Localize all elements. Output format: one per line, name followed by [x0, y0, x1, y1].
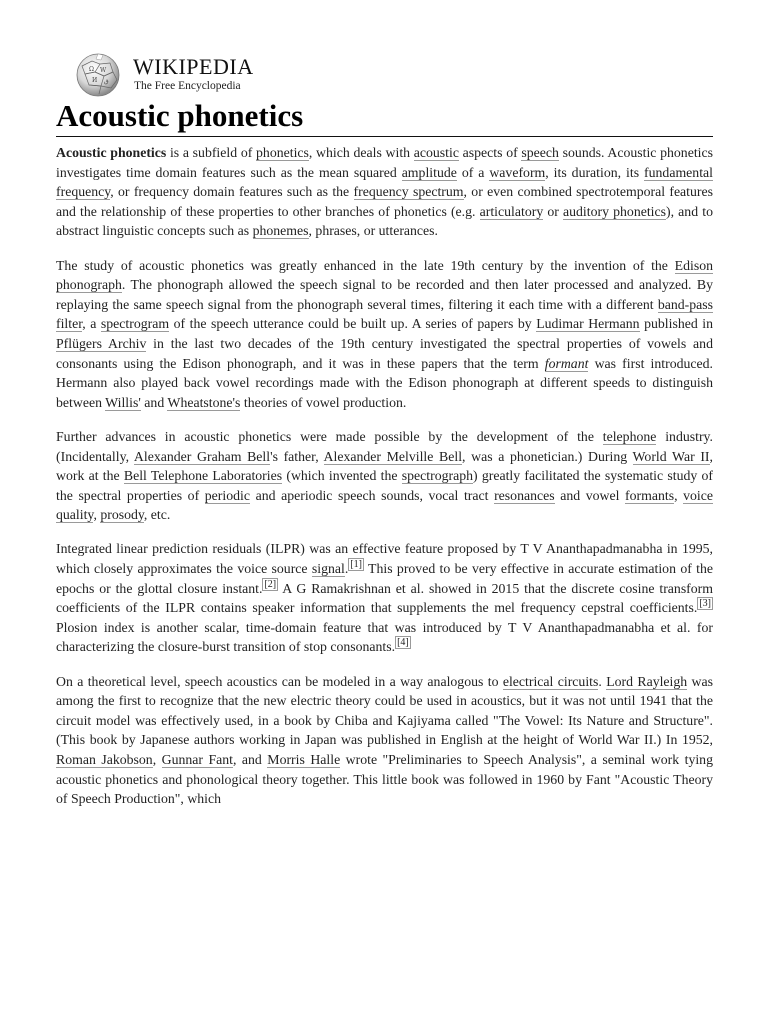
text-run: . [344, 561, 349, 577]
text-run: , or frequency domain features such as the [110, 184, 354, 200]
page-title: Acoustic phonetics [56, 98, 304, 133]
text-run: 's father, [270, 448, 324, 464]
text-run: , work at the [56, 448, 713, 484]
text-run: (which invented the [282, 468, 402, 484]
puzzle-globe-icon[interactable] [73, 52, 123, 98]
text-run: sounds. Acoustic phonetics investigates time domain features such as the mean squared [56, 145, 713, 180]
text-run: and aperiodic speech sounds, vocal tract [250, 487, 495, 503]
text-run: and vowel [554, 487, 626, 503]
text-run: A G Ramakrishnan et al. showed in 2015 that the discrete cosine transform coefficients of the ILPR contains speaker information that supplements the mel frequency cepstral coefficients. [56, 580, 714, 616]
wiki-link[interactable]: signal [311, 561, 345, 577]
text-run: , [674, 487, 684, 503]
wiki-link[interactable]: Alexander Melville Bell [323, 448, 463, 464]
text-run: was among the first to recognize that the new electric theory could be used in acoustics, but it was not until 1941 that the circuit model was effectively used, in a book by Chiba and Kajiyama called "The Vowel: Its Nature and Structure". (This book by Japanese authors working in Japan was published in English at the height of World War II.) In 1952, [56, 673, 714, 748]
text-run: published in [639, 316, 713, 332]
text-run: , a [82, 316, 101, 332]
text-run: of the speech utterance could be built up. A series of papers by [169, 316, 537, 332]
text-run: aspects of [458, 145, 522, 160]
wiki-link[interactable]: electrical circuits [502, 673, 599, 689]
wiki-link[interactable]: phonetics [256, 145, 309, 160]
wiki-link[interactable]: Morris Halle [267, 752, 341, 767]
wiki-link[interactable]: Roman Jakobson [56, 752, 153, 767]
wiki-link[interactable]: prosody [100, 507, 144, 523]
wiki-link[interactable]: formants [625, 487, 675, 503]
wiki-link[interactable]: waveform [489, 164, 546, 180]
text-run: , was a phonetician.) During [462, 448, 633, 464]
text-run: , [152, 752, 162, 767]
svg-text:ق: ق [104, 78, 109, 85]
text-run: , which deals with [308, 145, 414, 160]
citation-link[interactable]: [3] [699, 598, 711, 610]
text-run: , its duration, its [545, 164, 645, 180]
wiki-link[interactable]: acoustic [413, 145, 459, 160]
wiki-link[interactable]: resonances [494, 487, 555, 503]
text-run: ), and to abstract linguistic concepts such as [56, 203, 713, 239]
text-run: industry. (Incidentally, [56, 428, 713, 464]
wiki-link[interactable]: fundamental frequency [56, 164, 713, 200]
wiki-link[interactable]: Wheatstone's [167, 394, 241, 410]
article-paragraph [56, 427, 713, 525]
text-run: , and [232, 752, 268, 767]
text-run: The study of acoustic phonetics was greatly enhanced in the late 19th century by the invention of the [56, 257, 675, 273]
wiki-link[interactable]: Alexander Graham Bell [133, 448, 271, 464]
text-run: of a [456, 164, 490, 180]
article-paragraph [56, 539, 713, 657]
article-body [56, 143, 713, 823]
article-paragraph [56, 143, 713, 241]
text-run: and [140, 394, 168, 410]
wiki-link[interactable]: Edison phonograph [56, 257, 713, 293]
wiki-link[interactable]: voice quality [56, 487, 713, 523]
citation-link[interactable]: [4] [397, 637, 409, 649]
text-run: is a subfield of [166, 145, 257, 160]
wiki-link[interactable]: World War II [632, 448, 710, 464]
text-run: . [598, 673, 607, 689]
text-run: Further advances in acoustic phonetics were made possible by the development of the [56, 428, 603, 444]
wiki-link[interactable]: frequency spectrum [353, 184, 464, 200]
text-run: Plosion index is another scalar, time-domain feature that was introduced by T V Ananthapadmanabha et al. for characterizing the closure-burst transition of stop consonants. [56, 619, 713, 655]
wiki-link[interactable]: Ludimar Hermann [536, 316, 640, 332]
citation-ref[interactable] [262, 578, 278, 591]
text-run: or [543, 203, 563, 219]
wiki-link[interactable]: phonemes [252, 223, 309, 239]
svg-text:И: И [92, 77, 98, 84]
wiki-link[interactable]: periodic [204, 487, 250, 503]
citation-link[interactable]: [2] [264, 578, 277, 590]
wiki-link[interactable]: amplitude [401, 164, 457, 180]
text-run: On a theoretical level, speech acoustics can be modeled in a way analogous to [56, 673, 503, 689]
wikipedia-header [73, 52, 373, 100]
citation-ref[interactable] [697, 597, 713, 610]
text-run: ) greatly facilitated the systematic study of the spectral properties of [56, 468, 713, 503]
text-run: theories of vowel production. [240, 394, 407, 410]
wikipedia-wordmark[interactable]: WIKIPEDIA [133, 54, 254, 79]
text-run: was first introduced. Hermann also played back vowel recordings made with the Edison phonograph at different speeds to distinguish between [56, 355, 714, 410]
citation-ref[interactable] [395, 636, 411, 649]
wiki-link[interactable]: Willis' [105, 394, 141, 410]
wiki-link[interactable]: auditory phonetics [563, 203, 666, 219]
text-run: Integrated linear prediction residuals (ILPR) was an effective feature proposed by T V Ananthapadmanabha in 1995, which closely approximates the voice source [56, 541, 713, 577]
wiki-link[interactable]: speech [521, 145, 559, 160]
title-divider [56, 136, 713, 137]
text-run: , etc. [143, 507, 171, 523]
wiki-link[interactable]: band-pass filter [56, 296, 713, 332]
text-run: in the last two decades of the 19th century investigated the spectral properties of vowels and consonants using the Edison phonograph, and it was in these papers that the term [56, 335, 713, 371]
citation-ref[interactable] [348, 558, 364, 571]
wiki-link[interactable]: articulatory [479, 203, 544, 219]
article-paragraph [56, 672, 713, 809]
text-run: This proved to be very effective in accurate estimation of the epochs or the glottal closure instant. [56, 561, 713, 596]
bold-term: Acoustic phonetics [56, 145, 167, 160]
text-run: . The phonograph allowed the speech signal to be recorded and then later processed and analyzed. By replaying the same speech signal from the phonograph several times, filtering it each time with a different [56, 277, 713, 312]
svg-text:W: W [100, 67, 107, 74]
wiki-link[interactable]: Lord Rayleigh [606, 673, 688, 689]
wiki-link[interactable]: spectrogram [100, 316, 170, 332]
wiki-link[interactable]: formant [544, 355, 589, 371]
text-run: , [93, 507, 101, 523]
wikipedia-tagline: The Free Encyclopedia [134, 80, 241, 92]
wiki-link[interactable]: Pflügers Archiv [56, 335, 147, 351]
wiki-link[interactable]: spectrograph [401, 468, 474, 484]
svg-text:Ω: Ω [89, 66, 94, 73]
wiki-link[interactable]: telephone [602, 428, 657, 444]
wiki-link[interactable]: Bell Telephone Laboratories [123, 468, 283, 484]
text-run: , phrases, or utterances. [308, 223, 439, 239]
citation-link[interactable]: [1] [350, 559, 362, 571]
text-run: , or even combined spectrotemporal features and the relationship of these properties to other branches of phonetics (e.g. [56, 184, 714, 219]
article-paragraph [56, 256, 713, 413]
text-run: wrote "Preliminaries to Speech Analysis", a seminal work tying acoustic phonetics and phonological theory together. This little book was followed in 1960 by Fant "Acoustic Theory of Speech Production", which [56, 752, 713, 807]
wiki-link[interactable]: Gunnar Fant [161, 752, 233, 767]
